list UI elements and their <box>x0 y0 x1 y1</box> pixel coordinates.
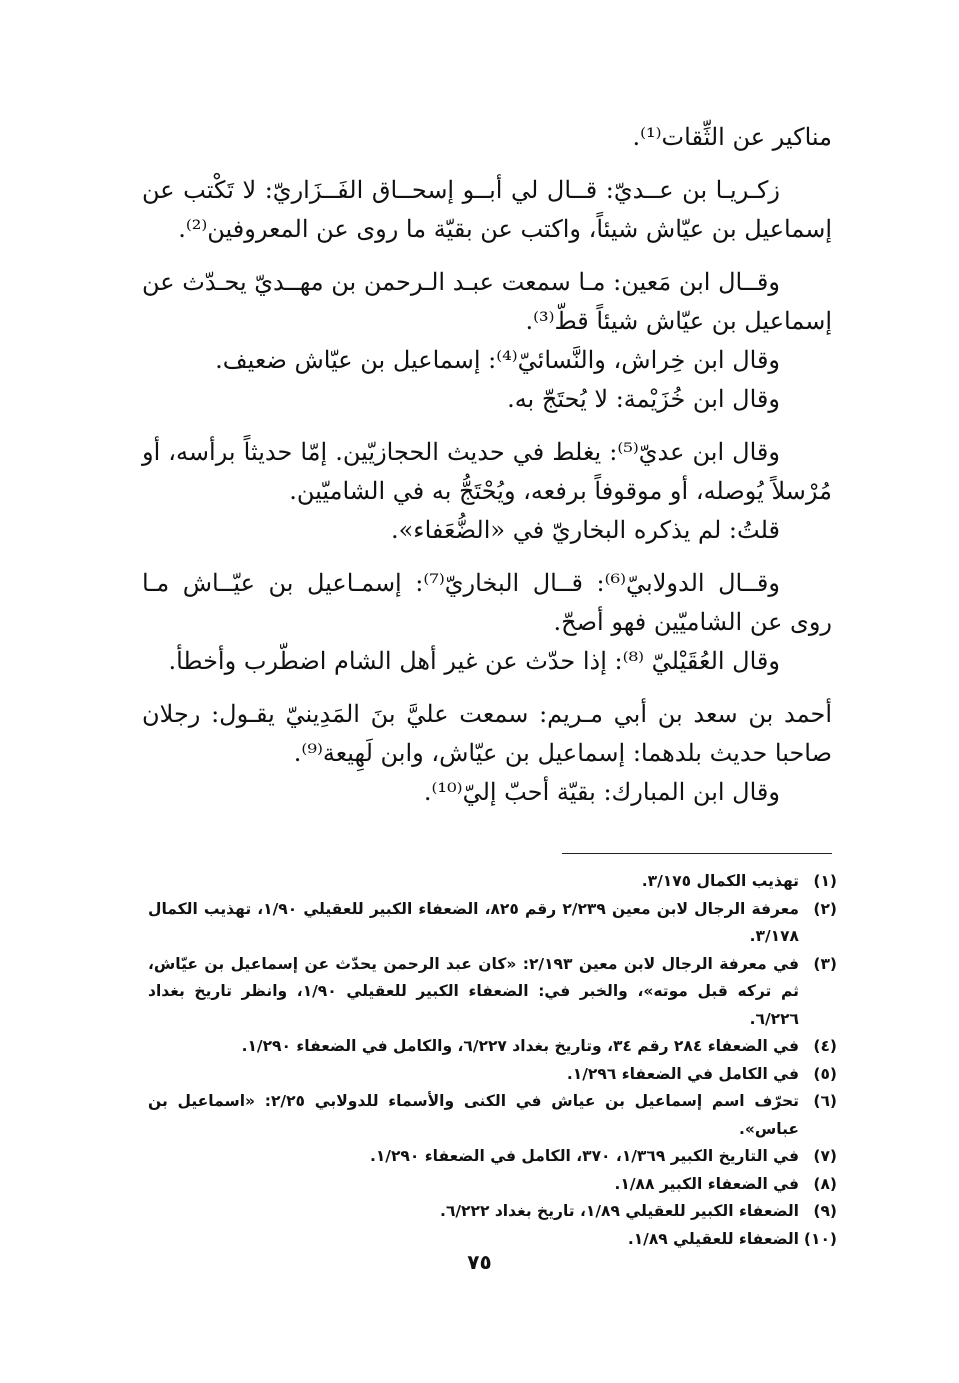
main-text <box>142 118 832 812</box>
paragraph-3: وقــال ابن مَعين: مـا سمعت عبـد الـرحمن بن مهــديّ يحـدّث عن إسماعيل بن عيّاش شيئاً قطّ⁽³⁾. <box>142 268 832 335</box>
footnote-number: (٥) <box>813 1064 837 1083</box>
footnote-text: معرفة الرجال لابن معين ٢/٢٣٩ رقم ٨٢٥، الضعفاء الكبير للعقيلي ١/٩٠، تهذيب الكمال ٣/١٧٨. <box>148 899 799 945</box>
footnote-item <box>148 1143 837 1171</box>
footnote-item <box>148 1088 837 1143</box>
footnote-number: (١) <box>813 872 837 890</box>
paragraph-2: زكـريـا بن عــديّ: قــال لي أبــو إسحــاق الفَــزَاريّ: لا تَكْتب عن إسماعيل بن عيّاش شيئاً، واكتب عن بقيّة ما روى عن المعروفين⁽²⁾. <box>142 176 832 243</box>
paragraph-1: مناكير عن الثِّقات⁽¹⁾. <box>632 123 832 151</box>
footnote-item <box>148 1033 837 1061</box>
footnote-text: تهذيب الكمال ٣/١٧٥. <box>641 872 799 890</box>
footnote-text: في الضعفاء الكبير ١/٨٨. <box>614 1174 799 1193</box>
footnote-number: (٣) <box>813 954 837 973</box>
footnote-divider <box>562 853 832 854</box>
paragraph-6: وقال ابن عديّ⁽⁵⁾: يغلط في حديث الحجازيّين. إمّا حديثاً برأسه، أو مُرْسلاً يُوصله، أو موقوفاً برفعه، ويُحْتَجُّ به في الشاميّين. <box>142 438 832 505</box>
footnote-text: في معرفة الرجال لابن معين ٢/١٩٣: «كان عبد الرحمن يحدّث عن إسماعيل بن عيّاش، ثم تركه قبل موته»، والخبر في: الضعفاء الكبير للعقيلي ١/٩٠، وانظر تاريخ بغداد ٦/٢٢٦. <box>148 954 799 1028</box>
footnote-number: (٦) <box>813 1092 837 1110</box>
footnote-number: (٢) <box>813 899 837 918</box>
footnote-item <box>148 1061 837 1089</box>
footnote-number: (٨) <box>813 1174 837 1193</box>
paragraph-7: قلتُ: لم يذكره البخاريّ في «الضُّعَفاء». <box>390 516 780 544</box>
paragraph-9: وقال العُقَيْليّ ⁽⁸⁾: إذا حدّث عن غير أهل الشام اضطّرب وأخطأ. <box>168 647 780 675</box>
footnote-item <box>148 868 837 896</box>
footnote-item <box>148 1226 837 1254</box>
footnote-text: في الكامل في الضعفاء ١/٢٩٦. <box>566 1064 799 1083</box>
footnote-item <box>148 1198 837 1226</box>
footnote-text: في الضعفاء ٢٨٤ رقم ٣٤، وتاريخ بغداد ٦/٢٢٧، والكامل في الضعفاء ١/٢٩٠. <box>241 1037 799 1055</box>
footnotes <box>148 868 837 1253</box>
footnote-item <box>148 896 837 951</box>
footnote-number: (٤) <box>813 1037 837 1055</box>
footnote-item <box>148 1171 837 1199</box>
footnote-text: الضعفاء للعقيلي ١/٨٩. <box>627 1229 799 1248</box>
paragraph-8: وقــال الدولابيّ⁽⁶⁾: قــال البخاريّ⁽⁷⁾: إسمـاعيل بن عيّــاش مـا روى عن الشاميّين فهو أصحّ. <box>142 569 832 636</box>
paragraph-4: وقال ابن خِراش، والنَّسائيّ⁽⁴⁾: إسماعيل بن عيّاش ضعيف. <box>215 346 780 374</box>
footnote-text: تحرّف اسم إسماعيل بن عياش في الكنى والأسماء للدولابي ٢/٢٥: «اسماعيل بن عباس». <box>148 1092 799 1138</box>
paragraph-10: أحمد بن سعد بن أبي مـريم: سمعت عليَّ بنَ المَدِينيّ يقـول: رجلان صاحبا حديث بلدهما: إسماعيل بن عيّاش، وابن لَهِيعة⁽⁹⁾. <box>142 700 832 767</box>
footnote-text: الضعفاء الكبير للعقيلي ١/٨٩، تاريخ بغداد ٦/٢٢٢. <box>440 1202 799 1220</box>
paragraph-5: وقال ابن خُزَيْمة: لا يُحتَجّ به. <box>507 385 780 413</box>
footnote-number: (٧) <box>813 1147 837 1165</box>
page-number: ٧٥ <box>467 1250 492 1274</box>
paragraph-11: وقال ابن المبارك: بقيّة أحبّ إليّ⁽¹⁰⁾. <box>423 778 780 806</box>
footnote-number: (١٠) <box>803 1229 837 1248</box>
footnote-text: في التاريخ الكبير ١/٣٦٩، ٣٧٠، الكامل في الضعفاء ١/٢٩٠. <box>369 1147 799 1165</box>
footnote-item <box>148 951 837 1034</box>
footnote-number: (٩) <box>813 1202 837 1220</box>
